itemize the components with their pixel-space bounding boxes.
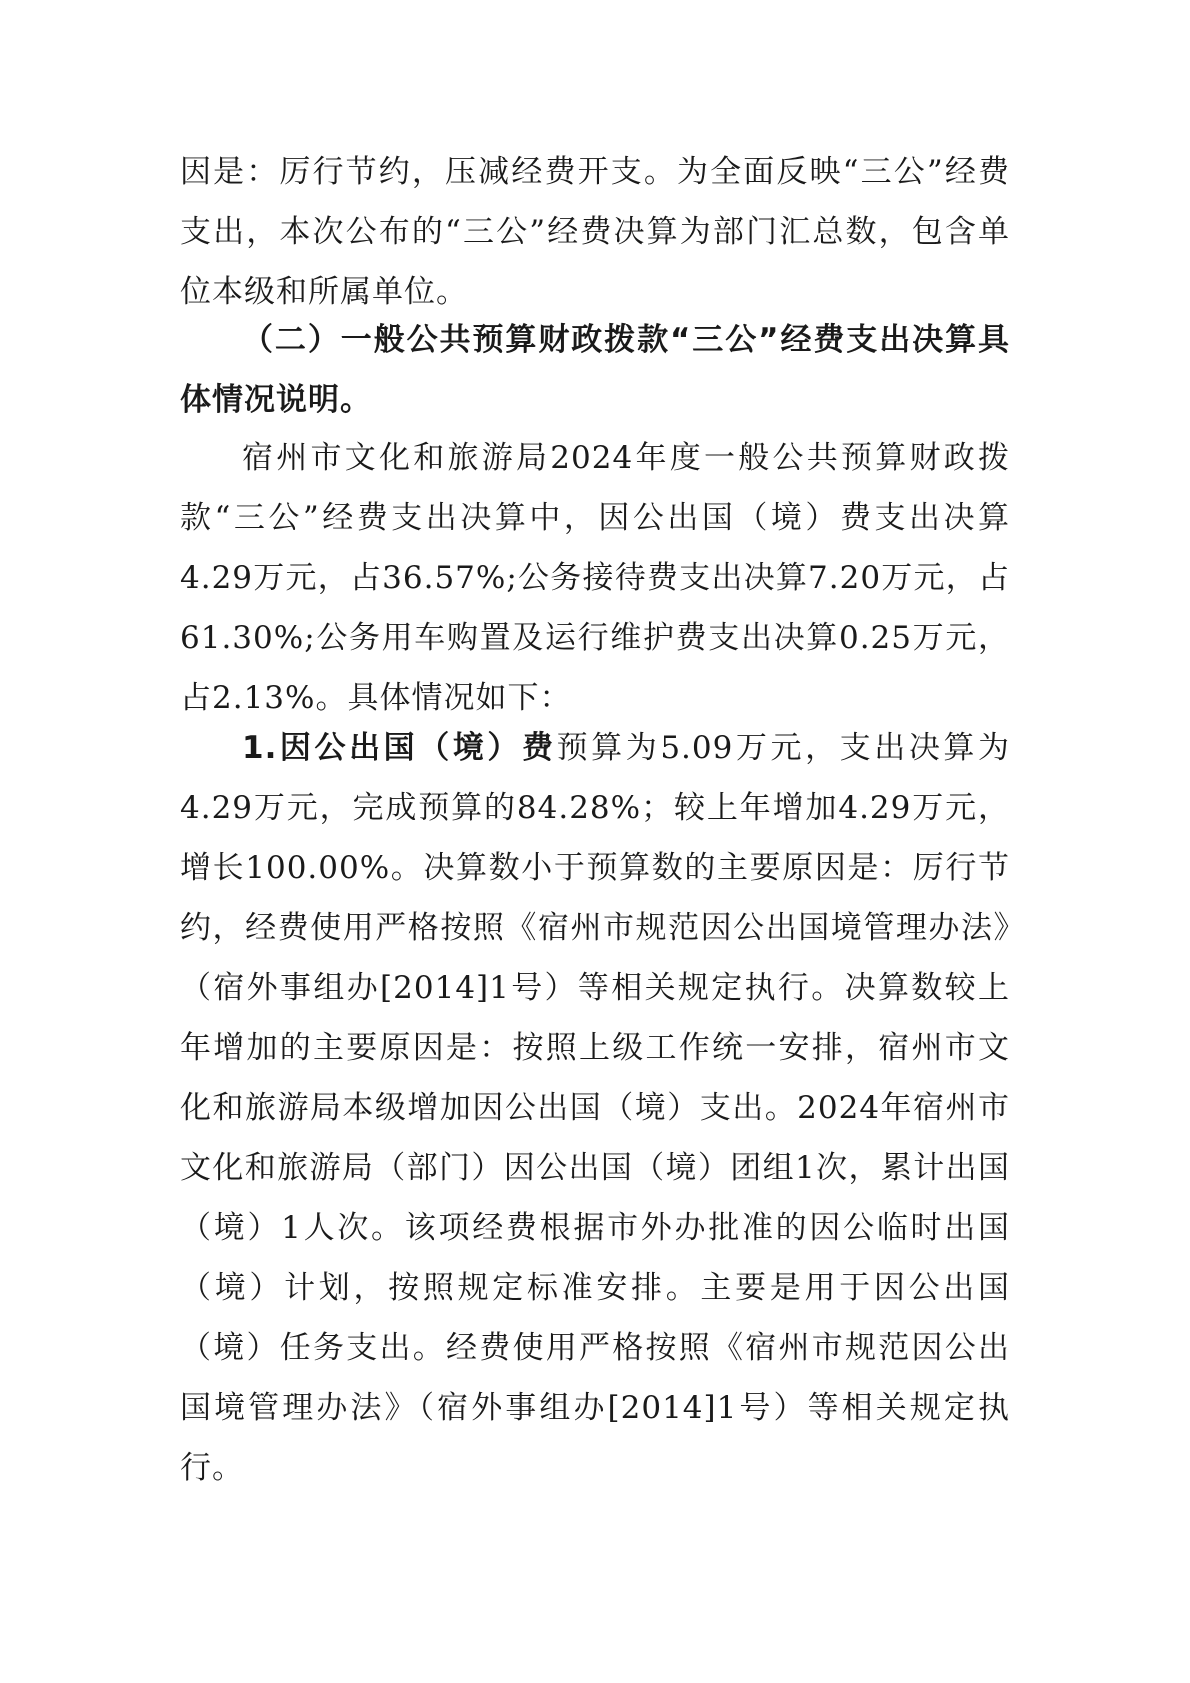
paragraph-continuation [180,142,1010,322]
section-heading-text: （二）一般公共预算财政拨款“三公”经费支出决算具体情况说明。 [180,322,1010,418]
paragraph-text [180,718,1010,1498]
paragraph-summary [180,428,1010,728]
paragraph-text: 因是：厉行节约，压减经费开支。为全面反映“三公”经费支出，本次公布的“三公”经费决算为部门汇总数，包含单位本级和所属单位。 [180,154,1010,310]
paragraph-item-1 [180,718,1010,1498]
paragraph-text: 宿州市文化和旅游局2024年度一般公共预算财政拨款“三公”经费支出决算中，因公出国（境）费支出决算4.29万元，占36.57%;公务接待费支出决算7.20万元，占61.30%;公务用车购置及运行维护费支出决算0.25万元，占2.13%。具体情况如下： [180,440,1010,716]
item-title: 1.因公出国（境）费 [242,730,557,766]
item-body: 预算为5.09万元，支出决算为4.29万元，完成预算的84.28%；较上年增加4.29万元，增长100.00%。决算数小于预算数的主要原因是：厉行节约，经费使用严格按照《宿州市规范因公出国境管理办法》（宿外事组办[2014]1号）等相关规定执行。决算数较上年增加的主要原因是：按照上级工作统一安排，宿州市文化和旅游局本级增加因公出国（境）支出。2024年宿州市文化和旅游局（部门）因公出国（境）团组1次，累计出国（境）1人次。该项经费根据市外办批准的因公临时出国（境）计划，按照规定标准安排。主要是用于因公出国（境）任务支出。经费使用严格按照《宿州市规范因公出国境管理办法》（宿外事组办[2014]1号）等相关规定执行。 [180,730,1010,1486]
section-heading [180,310,1010,430]
